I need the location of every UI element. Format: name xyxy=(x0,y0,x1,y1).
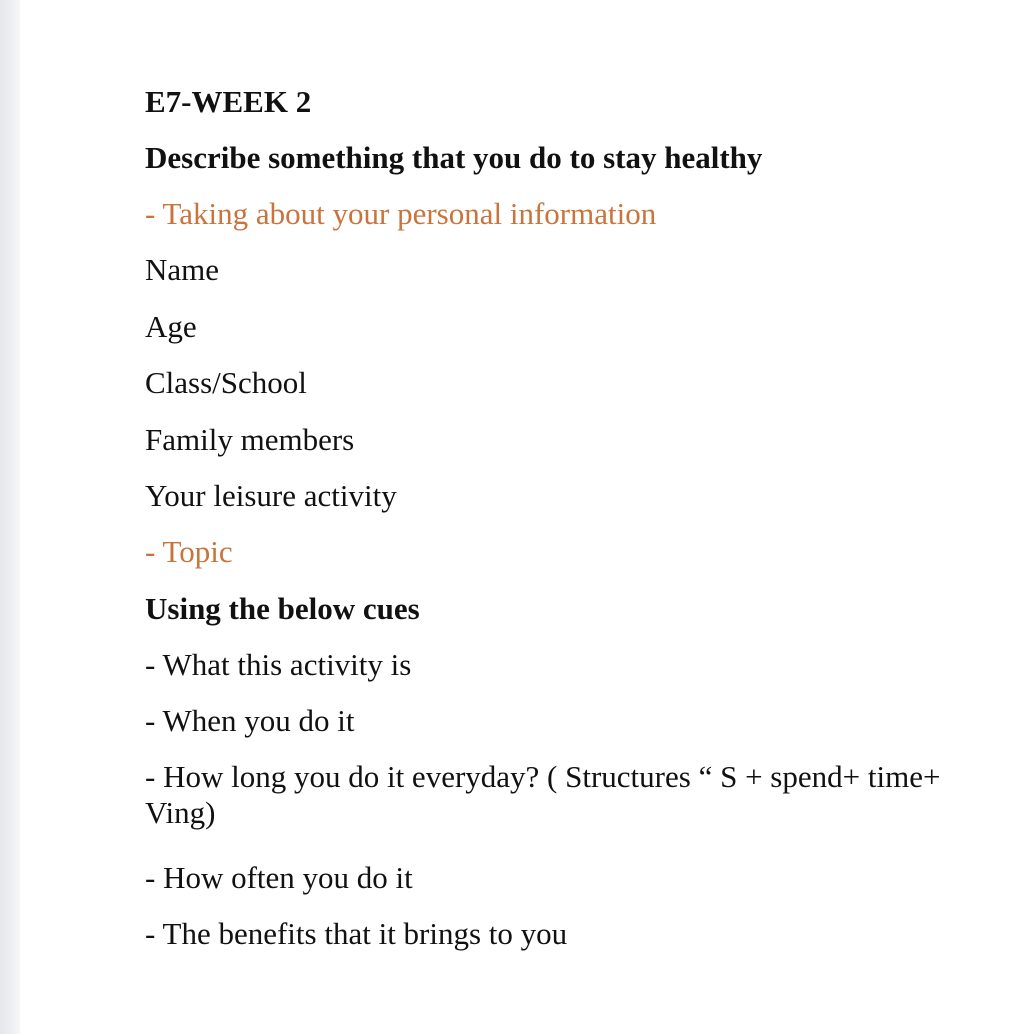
personal-item-class-school: Class/School xyxy=(145,365,307,400)
personal-item-name: Name xyxy=(145,252,220,287)
cue-what: - What this activity is xyxy=(145,647,412,682)
cues-heading: Using the below cues xyxy=(145,591,420,626)
personal-item-age: Age xyxy=(145,309,197,344)
personal-item-leisure: Your leisure activity xyxy=(145,478,397,513)
document-title: Describe something that you do to stay healthy xyxy=(145,140,763,175)
section-topic: - Topic xyxy=(145,534,233,569)
personal-item-family: Family members xyxy=(145,422,355,457)
header-label: E7-WEEK 2 xyxy=(145,84,312,119)
cue-how-long: - How long you do it everyday? ( Structures “ S + spend+ time+ Ving) xyxy=(145,759,941,830)
page-left-edge xyxy=(0,0,20,1034)
cue-how-often: - How often you do it xyxy=(145,860,413,895)
cue-benefits: - The benefits that it brings to you xyxy=(145,916,568,951)
section-personal-info: - Taking about your personal information xyxy=(145,196,657,231)
cue-when: - When you do it xyxy=(145,703,355,738)
